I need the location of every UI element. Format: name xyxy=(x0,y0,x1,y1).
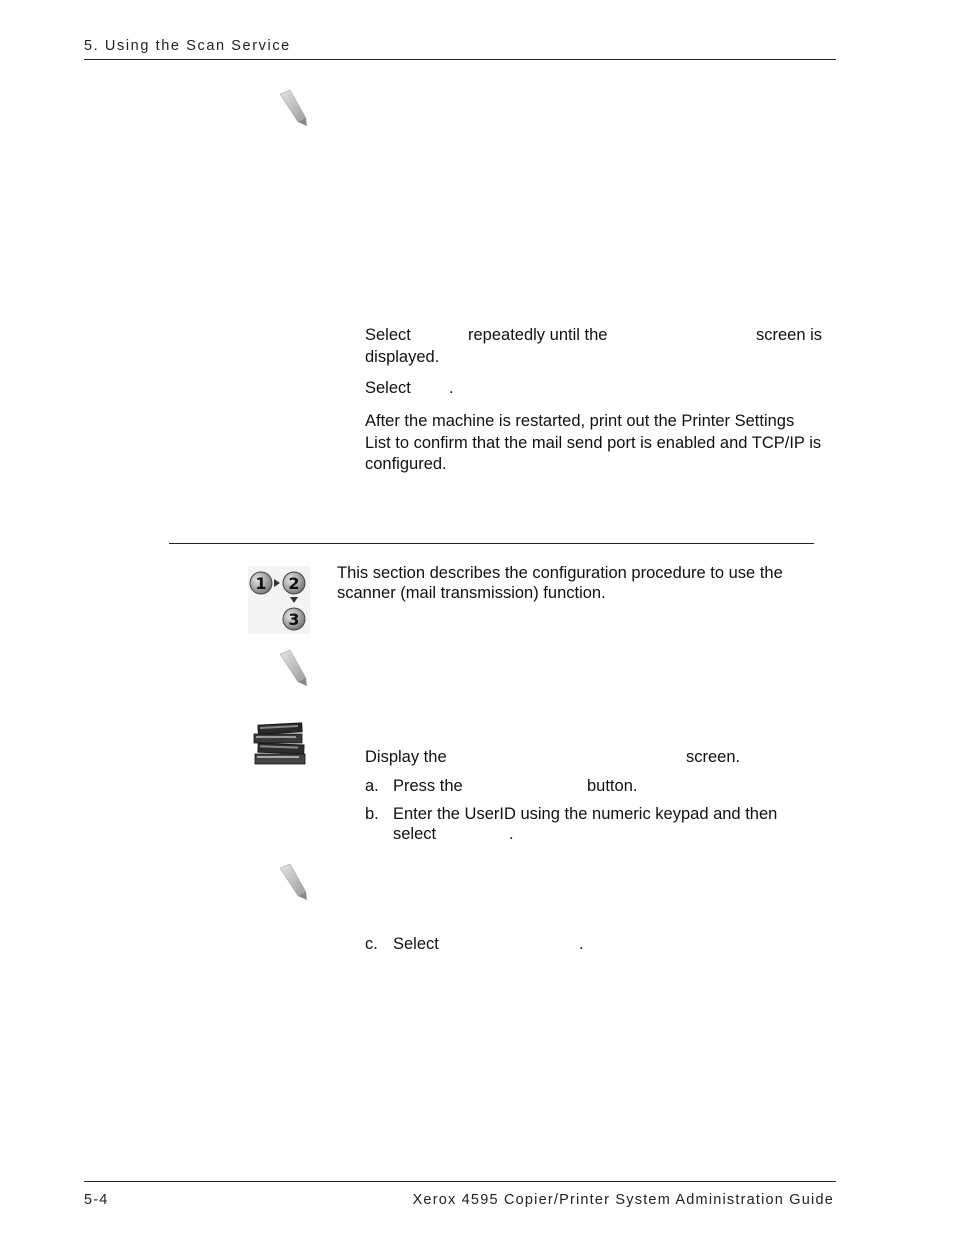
numbered-steps-icon xyxy=(248,566,310,634)
after-restart-line-3: configured. xyxy=(365,455,447,473)
substep-b-letter: b. xyxy=(365,805,379,823)
step-select-a: Select xyxy=(365,379,411,397)
substep-a-letter: a. xyxy=(365,777,379,795)
book-stack-icon xyxy=(252,722,308,770)
step-select-repeatedly-c: screen is xyxy=(756,326,823,344)
substep-c-text-b: . xyxy=(579,935,584,953)
step-display-a: Display the xyxy=(365,748,447,766)
substep-a-text-b: button. xyxy=(587,777,638,795)
section-intro-line-1: This section describes the configuration procedure to use the xyxy=(337,564,783,582)
footer-rule xyxy=(84,1181,836,1182)
substep-b-line-1: Enter the UserID using the numeric keypad and then xyxy=(393,805,778,823)
step-select-repeatedly-a: Select xyxy=(365,326,411,344)
section-rule xyxy=(169,543,814,544)
after-restart-line-1: After the machine is restarted, print out the Printer Settings xyxy=(365,412,795,430)
note-pencil-icon xyxy=(276,88,312,128)
section-intro-line-2: scanner (mail transmission) function. xyxy=(337,584,606,602)
substep-b-line-2b: . xyxy=(509,825,514,843)
running-header: 5. Using the Scan Service xyxy=(84,38,291,54)
note-pencil-icon xyxy=(276,648,312,688)
header-rule xyxy=(84,59,836,60)
svg-text:2: 2 xyxy=(288,574,300,593)
step-display-b: screen. xyxy=(686,748,741,766)
substep-a-text-a: Press the xyxy=(393,777,463,795)
step-select-period: . xyxy=(449,379,454,397)
substep-c-letter: c. xyxy=(365,935,378,953)
substep-b-line-2a: select xyxy=(393,825,437,843)
step-select-repeatedly-d: displayed. xyxy=(365,348,440,366)
step-select-repeatedly-b: repeatedly until the xyxy=(468,326,608,344)
svg-text:1: 1 xyxy=(255,574,267,593)
page-number: 5-4 xyxy=(84,1192,109,1208)
after-restart-line-2: List to confirm that the mail send port is enabled and TCP/IP is xyxy=(365,434,822,452)
footer-title: Xerox 4595 Copier/Printer System Administration Guide xyxy=(412,1192,834,1208)
substep-c-text-a: Select xyxy=(393,935,439,953)
note-pencil-icon xyxy=(276,862,312,902)
svg-text:3: 3 xyxy=(288,610,300,629)
